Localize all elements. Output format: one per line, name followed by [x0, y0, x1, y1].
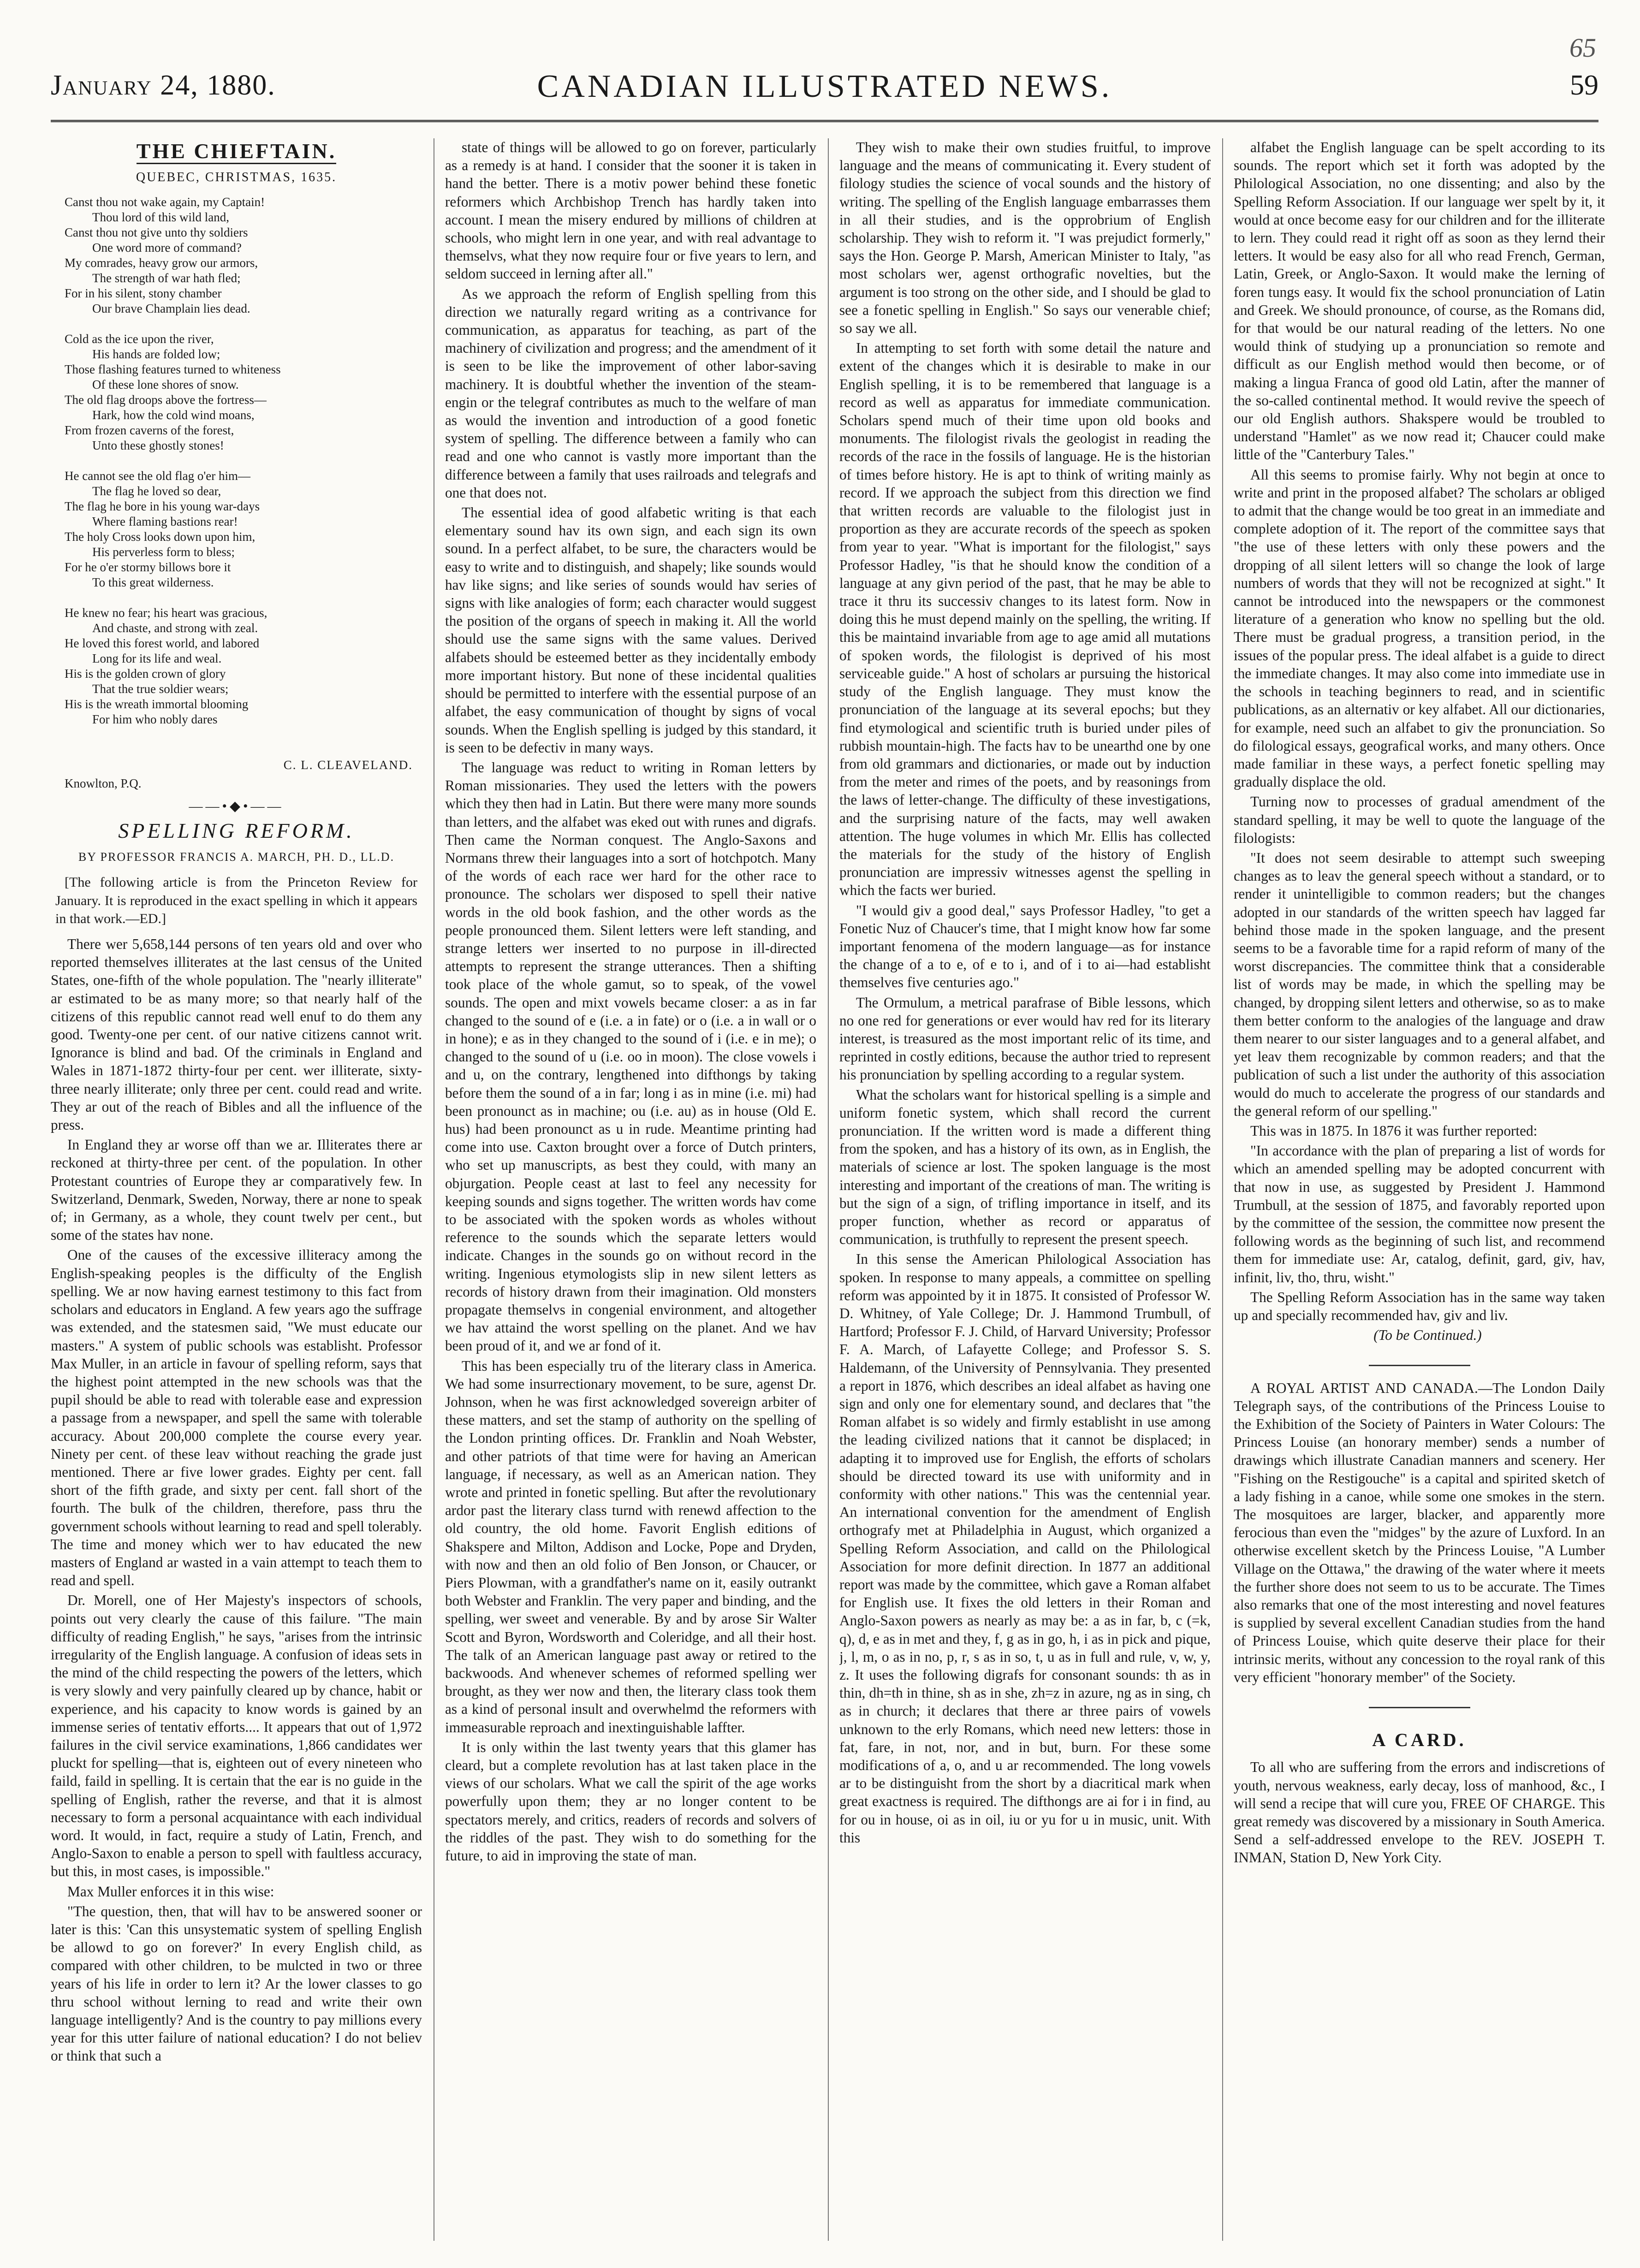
column-rule	[1222, 138, 1223, 2241]
article-paragraph: Dr. Morell, one of Her Majesty's inspectors of schools, points out very clearly the cause of this failure. "The main difficulty of reading English," he says, "arises from the intrinsic irregularity of the English language. A confusion of ideas sets in the mind of the child respecting the powers of the letters, which is very slowly and very painfully cleared up by chance, habit or experience, and his capacity to know words is gained by an immense series of tentativ efforts.... It appears that out of 1,972 failures in the civil service examinations, 1,866 candidates wer pluckt for spelling—that is, eighteen out of every nineteen who faild, faild in spelling. It is certain that the ear is no guide in the spelling of English, rather the reverse, and that it is almost necessary to form a personal acquaintance with each individual word. It would, in fact, require a study of Latin, French, and Anglo-Saxon to enable a person to spell with faultless accuracy, but this, in most cases, is impossible."	[51, 1592, 422, 1880]
poem-line: To this great wilderness.	[92, 575, 214, 590]
poem-body	[51, 195, 422, 742]
poem-line: Cold as the ice upon the river,	[65, 332, 214, 346]
article-paragraph: One of the causes of the excessive illiteracy among the English-speaking peoples is the difficulty of the English spelling. We ar now having earnest testimony to this fact from scholars and educators in England. A few years ago the suffrage was extended, and the statesmen said, "We must educate our masters." A system of public schools was establisht. Professor Max Muller, in an article in favour of spelling reform, says that the highest point attempted in the new schools was that the pupil should be able to read with tolerable ease and expression a passage from a newspaper, and spell the same with tolerable accuracy. About 200,000 complete the course every year. Ninety per cent. of these leav without reaching the grade just mentioned. There ar five lower grades. Eighty per cent. fall short of the fifth grade, and sixty per cent. fall short of the fourth. The bulk of the children, therefore, pass thru the government schools without learning to read and spell tolerably. The time and money which wer to hav educated the new masters of England ar wasted in a vain attempt to teach them to read and spell.	[51, 1247, 422, 1589]
column-4	[1234, 138, 1605, 2241]
royal-artist-paragraph: A ROYAL ARTIST AND CANADA.—The London Daily Telegraph says, of the contributions of the Princess Louise to the Exhibition of the Society of Painters in Water Colours: The Princess Louise (an honorary member) sends a number of drawings which illustrate Canadian manners and scenery. Her "Fishing on the Restigouche" is a capital and spirited sketch of a lady fishing in a canoe, while some one smokes in the stern. The mosquitoes are larger, blacker, and apparently more ferocious than even the "midges" by the azure of Luxford. In an otherwise excellent sketch by the Princess Louise, "A Lumber Village on the Ottawa," the drawing of the water where it meets the further shore does not seem to us to be accurate. The Times also remarks that one of the most interesting and novel features is supplied by several excellent Canadian studies from the hand of Princess Louise, which quite deserve their place for their intrinsic merits, without any concession to the royal rank of this very efficient "honorary member" of the Society.	[1234, 1380, 1605, 1685]
article-paragraph: All this seems to promise fairly. Why not begin at once to write and print in the proposed alfabet? The scholars ar obliged to admit that the change would be too great in an immediate and complete adoption of it. The report of the committee says that "the use of these letters with only these powers and the dropping of all silent letters will so change the look of large numbers of words that they will not be recognized at sight." It cannot be introduced into the newspapers or the commonest literature of a generation who know no spelling but the old. There must be gradual progress, a transition period, in the issues of the popular press. The ideal alfabet is a guide to direct the immediate changes. It may also come into immediate use in the schools in teaching beginners to read, and in scientific publications, as an alternativ or key alfabet. All our dictionaries, for example, need such an alfabet to giv the pronunciation. So do filological essays, geografical works, and many others. Once made familiar in these ways, a perfect fonetic spelling may gradually displace the old.	[1234, 466, 1605, 790]
poem-line: His hands are folded low;	[92, 347, 220, 361]
article-paragraph: Turning now to processes of gradual amendment of the standard spelling, it may be well to quote the language of the filologists:	[1234, 794, 1605, 846]
page-number: 59	[1570, 70, 1598, 101]
article-paragraph: "I would giv a good deal," says Professor Hadley, "to get a Fonetic Nuz of Chaucer's time, that I might know how far some important fenomena of the modern language—as for instance the change of a to e, of e to i, and of i to ai—had establisht themselves five centuries ago."	[839, 902, 1211, 991]
article-paragraph: alfabet the English language can be spelt according to its sounds. The report which set it forth was adopted by the Philological Association, no one dissenting; and also by the Spelling Reform Association. If our language wer spelt by it, it would at once become easy for our children and for the illiterate to lern. They could read it right off as soon as they lernd their letters. It would be easy also for all who read French, German, Latin, Greek, or Anglo-Saxon. It would make the lerning of foren tungs easy. It would fix the school pronunciation of Latin and Greek. We should pronounce, of course, as the Romans did, for that would be our natural reading of the letters. No one would think of studying up a pronunciation so remote and difficult as our English method would then become, or of making a lingua Franca of good old Latin, after the manner of the so-called continental method. It would revive the speech of our old English authors. Shakspere would be troubled to understand "Hamlet" as we now read it; Chaucer could make little of the "Canterbury Tales."	[1234, 139, 1605, 463]
article-title: SPELLING REFORM.	[118, 819, 355, 843]
article-paragraph: There wer 5,658,144 persons of ten years old and over who reported themselves illiterates at the last census of the United States, one-fifth of the whole population. The "nearly illiterate" ar estimated to be as many more; so that nearly half of the citizens of this republic cannot read well enuf to do them any good. Twenty-one per cent. of our native citizens cannot writ. Ignorance is blind and bad. Of the criminals in England and Wales in 1871-1872 thirty-four per cent. wer illiterate, sixty-three nearly illiterate; only three per cent. could read and write. They ar out of the reach of Bibles and all the influence of the press.	[51, 936, 422, 1133]
divider	[1234, 1352, 1605, 1370]
issue-date: January 24, 1880.	[51, 70, 276, 101]
card-text: To all who are suffering from the errors and indiscretions of youth, nervous weakness, early decay, loss of manhood, &c., I will send a recipe that will cure you, FREE OF CHARGE. This great remedy was discovered by a missionary in South America. Send a self-addressed envelope to the REV. JOSEPH T. INMAN, Station D, New York City.	[1234, 1759, 1605, 1866]
poem-line: And chaste, and strong with zeal.	[92, 621, 258, 635]
article-paragraph: Max Muller enforces it in this wise:	[67, 1883, 274, 1900]
poem-line: For him who nobly dares	[92, 712, 218, 727]
article-paragraph: "The question, then, that will hav to be answered sooner or later is this: 'Can this unsystematic system of spelling English be allowd to go on forever?' In every English child, as compared with other children, to be mulcted in two or three years of his life in order to lern it? Ar the lower classes to go thru school without lerning to read and write their own language intelligently? And is the country to pay millions every year for this utter failure of national education? I do not believ or think that such a	[51, 1903, 422, 2064]
column-3	[839, 138, 1211, 2241]
handwritten-page-mark: 65	[1569, 33, 1596, 63]
poem-line: Canst thou not give unto thy soldiers	[65, 225, 248, 240]
poem-line: For in his silent, stony chamber	[65, 286, 222, 301]
poem-line: Of these lone shores of snow.	[92, 378, 239, 392]
article-text-col2	[445, 138, 816, 1865]
article-paragraph: They wish to make their own studies fruitful, to improve language and the means of communicating it. Every student of filology studies the science of vocal sounds and the history of writing. The spelling of the English language embarrasses them in all their studies, and is the opprobrium of English scholarship. They wish to reform it. "I was prejudict formerly," says the Hon. George P. Marsh, American Minister to Italy, "as most scholars wer, agenst orthografic novelties, but the argument is too strong on the other side, and I should be glad to see a fonetic spelling in English." So says our venerable chief; so say we all.	[839, 139, 1211, 337]
poem-line: He knew no fear; his heart was gracious,	[65, 606, 267, 620]
poem-line: Unto these ghostly stones!	[92, 438, 224, 453]
article-paragraph: The language was reduct to writing in Roman letters by Roman missionaries. They used the letters with the powers which they then had in Latin. But there were many more sounds than letters, and the alfabet was eked out with runes and digrafs. Then came the Norman conquest. The Anglo-Saxons and Normans threw their languages into a sort of hotchpotch. Many of the words of each race wer hard for the other race to pronounce. The scholars wer disposed to spell their native words in the old book fashion, and the other words as the people pronounced them. Silent letters were left standing, and strange letters wer inserted to no purpose in ill-directed attempts to represent the strange utterances. Then a shifting took place of the whole gamut, so to speak, of the vowel sounds. The open and mixt vowels became closer: a as in far changed to the sound of e (i.e. a in fate) or o (i.e. a in wall or o in hone); e as in they changed to the sound of i (i.e. e in me); o changed to the sound of u (i.e. oo in moon). The close vowels i and u, on the contrary, lengthened into difthongs by taking before them the sound of a in far; long i as in mine (i.e. mi) had been pronounct as in machine; ou (i.e. au) as in house (Old E. hus) had been pronounct as u in rude. Meantime printing had come into use. Caxton brought over a force of Dutch printers, who set up manuscripts, as best they could, with many an objurgation. People ceast at last to feel any necessity for keeping sounds and signs together. The written words hav come to be associated with the spoken words as wholes without reference to the sounds which the separate letters would indicate. Changes in the sounds go on without record in the writing. Ingenious etymologists slip in new silent letters as records of history drawn from their imagination. Old monsters propagate themselvs in congenial environment, and altogether we hav attaind the worst spelling on the planet. And we hav been proud of it, and we ar fond of it.	[445, 759, 816, 1354]
poem-subtitle: QUEBEC, CHRISTMAS, 1635.	[136, 170, 337, 185]
poem-line: Long for its life and weal.	[92, 651, 222, 666]
poem-place: Knowlton, P.Q.	[65, 776, 142, 790]
poem-line: The flag he bore in his young war-days	[65, 499, 260, 514]
article-paragraph: The Spelling Reform Association has in the same way taken up and specially recommended hav, giv and liv.	[1234, 1289, 1605, 1323]
poem-line: That the true soldier wears;	[92, 682, 229, 696]
poem-line: Thou lord of this wild land,	[92, 210, 229, 225]
poem-signature: C. L. CLEAVELAND.	[283, 758, 413, 772]
article-paragraph: What the scholars want for historical spelling is a simple and uniform fonetic system, which shall record the current pronunciation. If the written word is made a different thing from the spoken, and has a history of its own, as in English, the materials of science ar lost. The spoken language is the most interesting and important of the creations of man. The writing is but the sign of a sign, of trifling importance in itself, and its proper function, whether as record or apparatus of communication, is truthfully to represent the present speech.	[839, 1086, 1211, 1248]
poem-line: He cannot see the old flag o'er him—	[65, 469, 250, 483]
stanza-break	[51, 590, 422, 605]
article-paragraph: The Ormulum, a metrical parafrase of Bible lessons, which no one red for generations or ever would hav red for its literary interest, is treasured as the most important relic of its time, and reprinted in costly editions, because the author tried to represent his pronunciation by spelling according to a regular system.	[839, 994, 1211, 1083]
article-paragraph: In this sense the American Philological Association has spoken. In response to many appeals, a committee on spelling reform was appointed by it in 1875. It consisted of Professor W. D. Whitney, of Yale College; Dr. J. Hammond Trumbull, of Hartford; Professor F. J. Child, of Harvard University; Professor F. A. March, of Lafayette College; and Professor S. S. Haldemann, of the University of Pennsylvania. They presented a report in 1876, which describes an ideal alfabet as having one sign and only one for elementary sound, and declares that "the Roman alfabet is so widely and firmly establisht in use among the leading civilized nations that it cannot be displaced; in adapting it to improved use for English, the efforts of scholars should be directed toward its use with uniformity and in conformity with other nations." This was the centennial year. An international convention for the amendment of English orthografy met at Philadelphia in August, which organized a Spelling Reform Association, and calld on the Philological Association for more definit direction. In 1877 an additional report was made by the committee, which gave a Roman alfabet for English use. It fixes the old letters in their Roman and Anglo-Saxon powers as nearly as may be: a as in far, b, c (=k, q), d, e as in met and they, f, g as in go, h, i as in pick and pique, j, l, m, o as in no, p, r, s as in so, t, u as in full and rule, v, w, y, z. It uses the following digrafs for consonant sounds: th as in thin, dh=th in thine, sh as in she, zh=z in azure, ng as in sing, ch as in church; it declares that there ar three pairs of vowels unknown to the erly Romans, which need new letters: those in fat, fare, in not, nor, and in but, burn. For these some modifications of a, o, and u ar recommended. The long vowels ar to be distinguisht from the short by a diacritical mark when great exactness is required. The difthongs are ai for i in find, au for ou in house, oi as in oil, iu or yu for u in music, unit. With this	[839, 1251, 1211, 1846]
article-paragraph: The essential idea of good alfabetic writing is that each elementary sound hav its own sign, and each sign its own sound. In a perfect alfabet, to be sure, the characters would be easy to write and to distinguish, and shapely; like sounds would hav like signs; and like series of sounds would hav series of signs with like analogies of form; each character would suggest the position of the organs of speech in making it. All the world should use the same signs with the same values. Derived alfabets should be esteemed better as they incidentally embody more important history. But none of these incidental qualities should be permitted to interfere with the essential purpose of an alfabet, the easy communication of thought by signs of vocal sounds. When the English spelling is judged by this standard, it is seen to be defectiv in many ways.	[445, 504, 816, 756]
poem-line: His is the golden crown of glory	[65, 667, 226, 681]
article-byline: BY PROFESSOR FRANCIS A. MARCH, PH. D., LL.D.	[78, 850, 395, 864]
article-paragraph: This was in 1875. In 1876 it was further reported:	[1250, 1122, 1538, 1139]
poem-title: THE CHIEFTAIN.	[51, 142, 422, 160]
article-paragraph: As we approach the reform of English spelling from this direction we naturally regard writing as a contrivance for communication, as apparatus for teaching, as part of the machinery of civilization and progress; and the amendment of it is seen to be like the improvement of other labor-saving machinery. It is doubtful whether the invention of the steam-engin or the telegraf contributes as much to the welfare of man as would the invention and introduction of a good fonetic system of spelling. The difference between a family who can read and one who cannot is vastly more important than the difference between a family that uses railroads and telegrafs and one that does not.	[445, 285, 816, 501]
article-paragraph: state of things will be allowed to go on forever, particularly as a remedy is at hand. I consider that the sooner it is taken in hand the better. There is a motiv power behind these fonetic reformers which Archbishop Trench has hardly taken into account. I mean the misery endured by millions of children at schools, who might lern in one year, and with real advantage to themselvs, what they now require four or five years to lern, and seldom succeed in lerning after all."	[445, 139, 816, 282]
masthead	[51, 33, 1598, 122]
poem-line: Our brave Champlain lies dead.	[92, 302, 250, 316]
stanza-break	[51, 316, 422, 332]
poem-line: His is the wreath immortal blooming	[65, 697, 249, 711]
poem-line: Hark, how the cold wind moans,	[92, 408, 255, 422]
poem-line: One word more of command?	[92, 241, 242, 255]
column-2	[445, 138, 816, 2241]
editor-note: [The following article is from the Princeton Review for January. It is reproduced in the exact spelling in which it appears in that work.—ED.]	[55, 875, 417, 926]
article-paragraph: In attempting to set forth with some detail the nature and extent of the changes which it is desirable to make in our English spelling, it is to be remembered that language is a record as well as apparatus for immediate communication. Scholars spend much of their time upon old books and monuments. The filologist rivals the geologist in reading the records of the race in the fossils of language. He is the historian of times before history. He is apt to think of writing mainly as record. If we approach the subject from this direction we find that written records are valuable to the filologist just in proportion as they are accurate records of the speech as spoken from year to year. "What is important for the filologist," says Professor Hadley, "is that he should know the condition of a language at any givn period of the past, that he may be able to trace it thru its successiv changes to its latest form. Now in doing this he must depend mainly on the spelling, the writing. If this be maintaind invariable from age to age amid all mutations of spoken words, the filologist is deprived of his most serviceable guide." A host of scholars ar pursuing the historical study of the English language. They must know the pronunciation of the language at its several epochs; but they find etymological and scientific truth is buried under piles of rubbish mountain-high. The facts hav to be unearthd one by one from old grammars and dictionaries, or made out by induction from the meter and rimes of the poets, and by reasonings from the laws of letter-change. The difficulty of these investigations, and the surprising nature of the facts, may well awaken attention. The huge volumes in which Mr. Ellis has collected the materials for the study of the history of English pronunciation are impressiv witnesses agenst the spelling in which the facts wer buried.	[839, 340, 1211, 899]
article-paragraph: It is only within the last twenty years that this glamer has cleard, but a complete revolution has at last taken place in the views of our scholars. What we call the spirit of the age works powerfully upon them; they ar no longer content to be spectators merely, and critics, readers of records and solvers of the riddles of the past. They wish to do something for the future, to aid in improving the state of man.	[445, 1739, 816, 1864]
poem-line: His perverless form to bless;	[92, 545, 235, 559]
poem-line: For he o'er stormy billows bore it	[65, 560, 231, 574]
divider	[1234, 1694, 1605, 1712]
poem-line: Those flashing features turned to whiteness	[65, 362, 281, 377]
column-1	[51, 138, 422, 2241]
poem-line: The old flag droops above the fortress—	[65, 393, 267, 407]
poem-line: The holy Cross looks down upon him,	[65, 530, 256, 544]
article-paragraph: "In accordance with the plan of preparing a list of words for which an amended spelling may be adopted concurrent with that now in use, as suggested by President J. Hammond Trumbull, at the session of 1875, and favorably reported upon by the committee of the session, the committee now present the following words as the beginning of such list, and recommend them for immediate use: Ar, catalog, definit, gard, giv, hav, infinit, liv, tho, thru, wisht."	[1234, 1143, 1605, 1285]
article-paragraph: In England they ar worse off than we ar. Illiterates there ar reckoned at thirty-three per cent. of the population. In other Protestant countries of Europe they ar comparatively few. In Switzerland, Denmark, Sweden, Norway, there ar none to speak of; in Germany, as a whole, they count twelv per cent., but some of the states hav none.	[51, 1137, 422, 1244]
poem-line: He loved this forest world, and labored	[65, 636, 260, 651]
card-title: A CARD.	[1372, 1729, 1467, 1751]
ornament-divider: ——•◆•——	[189, 798, 284, 814]
article-text-col3	[839, 138, 1211, 1847]
poem-line: The strength of war hath fled;	[92, 271, 241, 285]
article-paragraph: "It does not seem desirable to attempt such sweeping changes as to leav the general speech without a standard, or to render it unintelligible to common readers; but the changes adopted in our standards of the written speech hav lagged far behind those made in the spoken language, and the present seems to be a favorable time for a rapid reform of many of the worst discrepancies. The committee think that a considerable list of words may be made, in which the spelling may be changed, by dropping silent letters and otherwise, so as to make them better conform to the analogies of the language and draw them nearer to our sister languages and to a general alfabet, and yet leav them recognizable by common readers; and that the publication of such a list under the authority of this association would do much to accelerate the progress of our standards and the general reform of our spelling."	[1234, 849, 1605, 1119]
continued-note: (To be Continued.)	[1373, 1327, 1482, 1344]
poem-line: Where flaming bastions rear!	[92, 515, 238, 529]
poem-line: My comrades, heavy grow our armors,	[65, 256, 258, 270]
stanza-break	[51, 727, 422, 742]
article-paragraph: This has been especially tru of the literary class in America. We had some insurrectionary movement, to be sure, agenst Dr. Johnson, when he was first acknowledged sovereign arbiter of these matters, and set the stamp of authority on the spelling of the London printing offices. Dr. Franklin and Noah Webster, and other patriots of that time were for having an American language, if necessary, as well as an American nation. They wrote and printed in fonetic spelling. But after the revolutionary ardor past the literary class turnd with renewd affection to the old country, the old home. Favorit English editions of Shakspere and Milton, Addison and Locke, Pope and Dryden, with now and then an old folio of Ben Jonson, or Chaucer, or Piers Plowman, with a grandfather's name on it, easily outrankt both Webster and Franklin. The very paper and binding, and the spelling, wer sweet and venerable. By and by arose Sir Walter Scott and Byron, Wordsworth and Coleridge, and all their host. The talk of an American language past away or retired to the backwoods. And whenever schemes of reformed spelling wer brought, as they wer now and then, the literary class took them as a kind of personal insult and overwhelmd the reformers with immeasurable reproach and inextinguishable laffter.	[445, 1357, 816, 1735]
column-rule	[828, 138, 829, 2241]
article-text-col1	[51, 935, 422, 2065]
article-text-col4	[1234, 138, 1605, 1324]
poem-line: Canst thou not wake again, my Captain!	[65, 195, 265, 209]
newspaper-title: CANADIAN ILLUSTRATED NEWS.	[537, 69, 1112, 104]
poem-line: From frozen caverns of the forest,	[65, 423, 234, 438]
poem-line: The flag he loved so dear,	[92, 484, 221, 498]
stanza-break	[51, 453, 422, 468]
